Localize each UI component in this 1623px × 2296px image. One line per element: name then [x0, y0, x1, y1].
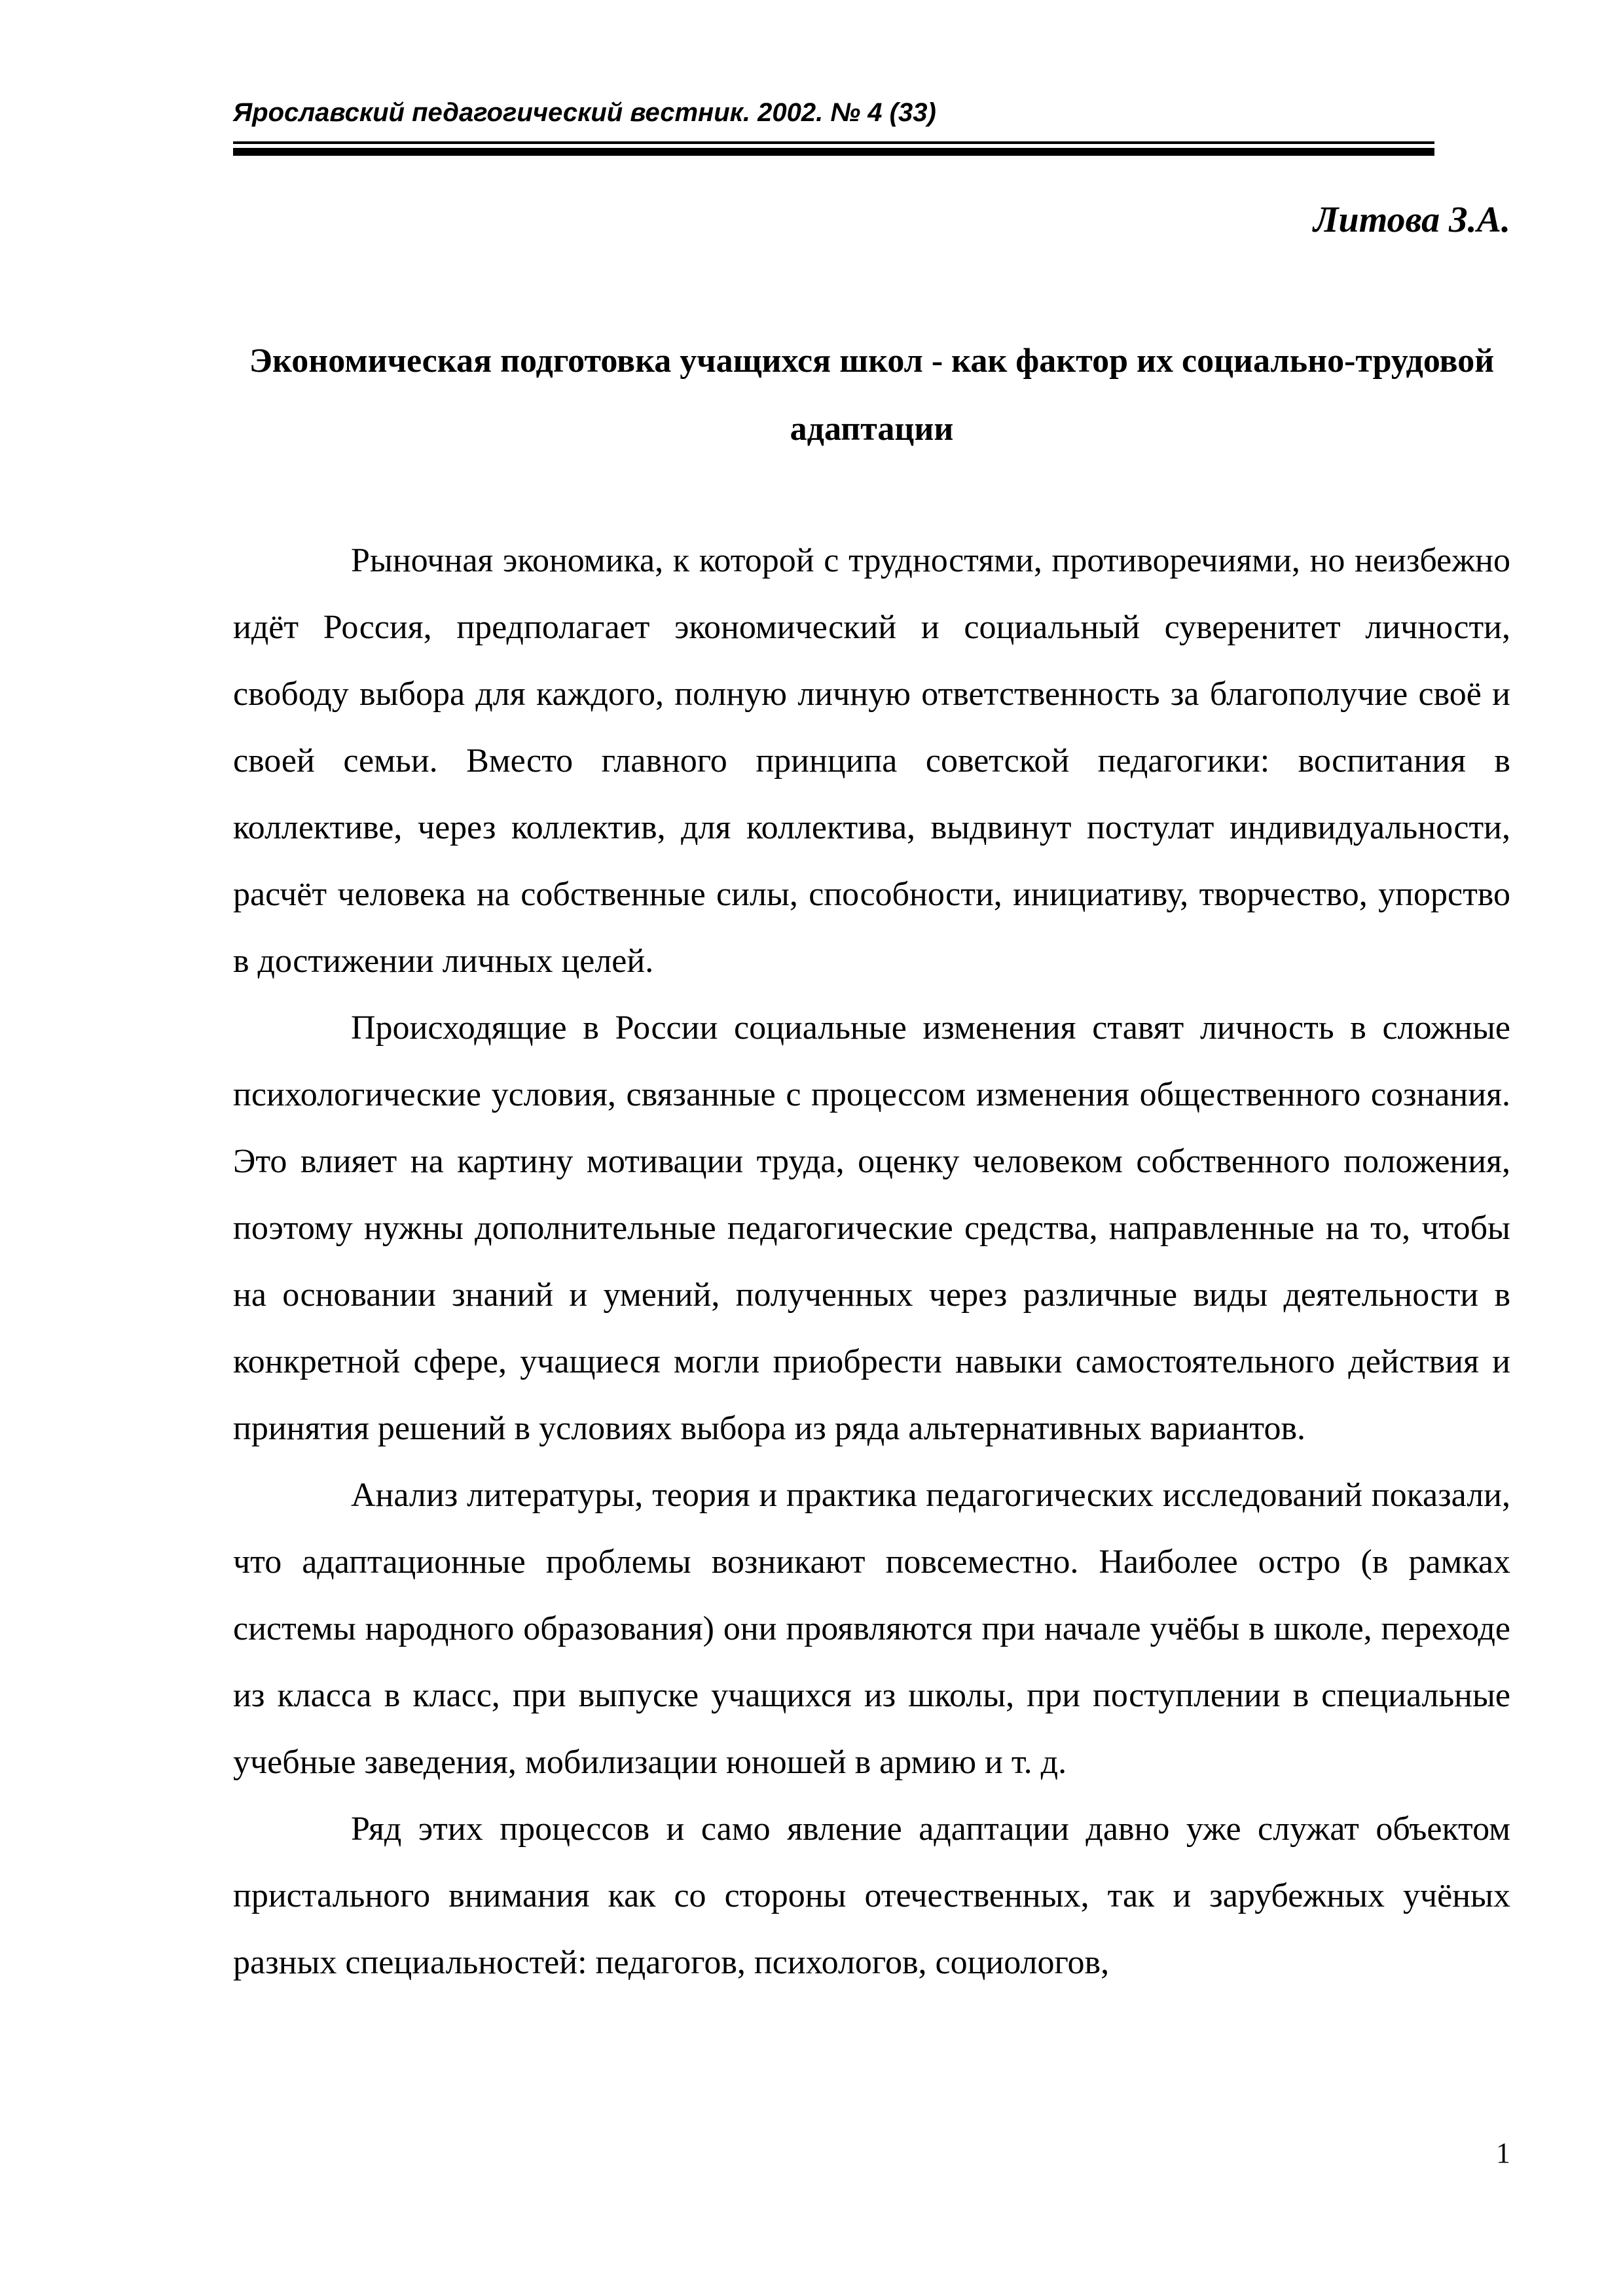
- header-divider-thin: [233, 141, 1434, 144]
- journal-header: Ярославский педагогический вестник. 2002. № 4 (33): [233, 98, 936, 127]
- article-title: Экономическая подготовка учащихся школ - как фактор их социально-трудовой адаптации: [249, 342, 1495, 448]
- article-body: [233, 528, 1510, 1996]
- page-number: 1: [1496, 2137, 1510, 2169]
- paragraph-1: Рыночная экономика, к которой с трудностями, противоречиями, но неизбежно идёт Россия, предполагает экономический и социальный суверенитет личности, свободу выбора для каждого, полную личную ответственность за благополучие своё и своей семьи. Вместо главного принципа советской педагогики: воспитания в коллективе, через коллектив, для коллектива, выдвинут постулат индивидуальности, расчёт человека на собственные силы, способности, инициативу, творчество, упорство в достижении личных целей.: [233, 542, 1510, 980]
- paragraph-2: Происходящие в России социальные изменения ставят личность в сложные психологические условия, связанные с процессом изменения общественного сознания. Это влияет на картину мотивации труда, оценку человеком собственного положения, поэтому нужны дополнительные педагогические средства, направленные на то, чтобы на основании знаний и умений, полученных через различные виды деятельности в конкретной сфере, учащиеся могли приобрести навыки самостоятельного действия и принятия решений в условиях выбора из ряда альтернативных вариантов.: [233, 1009, 1510, 1447]
- article-author: Литова З.А.: [1313, 200, 1510, 240]
- header-divider-thick: [233, 148, 1434, 156]
- paragraph-4: Ряд этих процессов и само явление адаптации давно уже служат объектом пристального внимания как со стороны отечественных, так и зарубежных учёных разных специальностей: педагогов, психологов, социологов,: [233, 1810, 1510, 1981]
- paragraph-3: Анализ литературы, теория и практика педагогических исследований показали, что адаптационные проблемы возникают повсеместно. Наиболее остро (в рамках системы народного образования) они проявляются при начале учёбы в школе, переходе из класса в класс, при выпуске учащихся из школы, при поступлении в специальные учебные заведения, мобилизации юношей в армию и т. д.: [233, 1477, 1510, 1781]
